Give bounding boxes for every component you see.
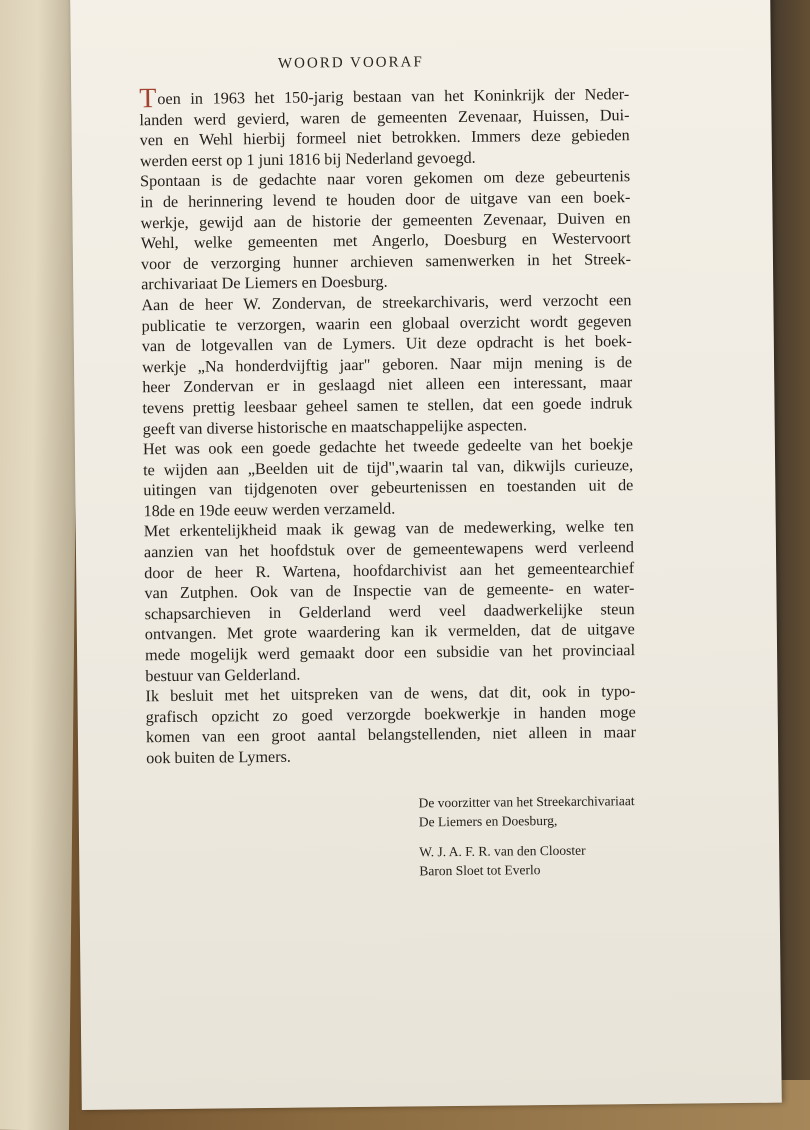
text-line: van Zutphen. Ook van de Inspectie van de gemeente- en water- [144,579,635,603]
text-line: werden eerst op 1 juni 1816 bij Nederland gevoegd. [139,148,476,171]
text-line: Het was ook een goede gedachte het tweede gedeelte van het boekje [142,435,633,459]
text-line: ook buiten de Lymers. [146,747,292,768]
text-line: aanzien van het hoofdstuk over de gemeentewapens werd verleend [143,538,635,562]
text-line: publicatie te verzorgen, waarin een globaal overzicht wordt gegeven [141,311,632,335]
text-line: tevens prettig leesbaar geheel samen te stellen, dat een goede indruk [142,394,633,418]
text-line: grafisch opzicht zo goed verzorgde boekwerkje in handen moge [145,702,636,727]
previous-page-edge [0,0,81,1130]
signature-title: Baron Sloet tot Everlo [419,861,541,878]
text-line: Spontaan is de gedachte naar voren gekomen om deze gebeurtenis [140,167,631,191]
text-line: Met erkentelijkheid maak ik gewag van de medewerking, welke ten [143,517,634,541]
signature-name: W. J. A. F. R. van den Clooster [419,842,586,860]
text-line: komen van een groot aantal belangstellenden, niet alleen in maar [145,723,637,747]
text-line: mede mogelijk werd gemaakt door een subsidie van het provinciaal [144,641,636,665]
text-line: voor de verzorging hunner archieven samenwerken in het Streek- [140,249,632,274]
text-line: Toen in 1963 het 150-jarig bestaan van het Koninkrijk der Neder- [139,83,630,115]
text-line: te wijden aan „Beelden uit de tijd",waarin tal van, dikwijls curieuze, [143,455,634,479]
text-line: ven en Wehl hierbij formeel niet betrokken. Immers deze gebieden [139,126,630,150]
text-line: Wehl, welke gemeenten met Angerlo, Doesburg en Westervoort [140,229,631,253]
text-line: van de lotgevallen van de Lymers. Uit deze opdracht is het boek- [141,332,632,356]
text-line: werkje „Na honderdvijftig jaar" geboren. Naar mijn mening is de [141,352,633,376]
text-line: archivariaat De Liemers en Doesburg. [141,273,388,294]
signature-organisation: De Liemers en Doesburg, [418,812,558,829]
book-page [70,0,782,1110]
text-line: ontvangen. Met grote waardering kan ik vermelden, dat de uitgave [144,620,635,644]
text-line: geeft van diverse historische en maatschappelijke aspecten. [142,415,528,438]
text-line: schapsarchieven in Gelderland werd veel daadwerkelijke steun [144,599,635,624]
text-line: Aan de heer W. Zondervan, de streekarchivaris, werd verzocht een [141,291,632,315]
foreword-text [139,84,636,769]
text-line: 18de en 19de eeuw werden verzameld. [143,499,396,521]
page-heading: WOORD VOORAF [277,54,424,72]
text-line: Ik besluit met het uitspreken van de wens, dat dit, ook in typo- [145,682,636,706]
text-line: door de heer R. Wartena, hoofdarchivist aan het gemeentearchief [144,558,635,582]
text-line: werkje, gewijd aan de historie der gemeenten Zevenaar, Duiven en [140,208,631,232]
text-line: landen werd gevierd, waren de gemeenten Zevenaar, Huissen, Dui- [139,105,630,129]
signature-block [419,791,700,880]
signature-role: De voorzitter van het Streekarchivariaat [418,793,635,811]
text-line: heer Zondervan er in geslaagd niet alleen een interessant, maar [142,373,633,397]
drop-cap: T [139,83,157,115]
text-line: uitingen van tijdgenoten over gebeurtenissen en toestanden uit de [143,476,634,500]
text-line: in de herinnering levend te houden door de uitgave van een boek- [140,188,631,212]
text-line: bestuur van Gelderland. [145,665,301,685]
